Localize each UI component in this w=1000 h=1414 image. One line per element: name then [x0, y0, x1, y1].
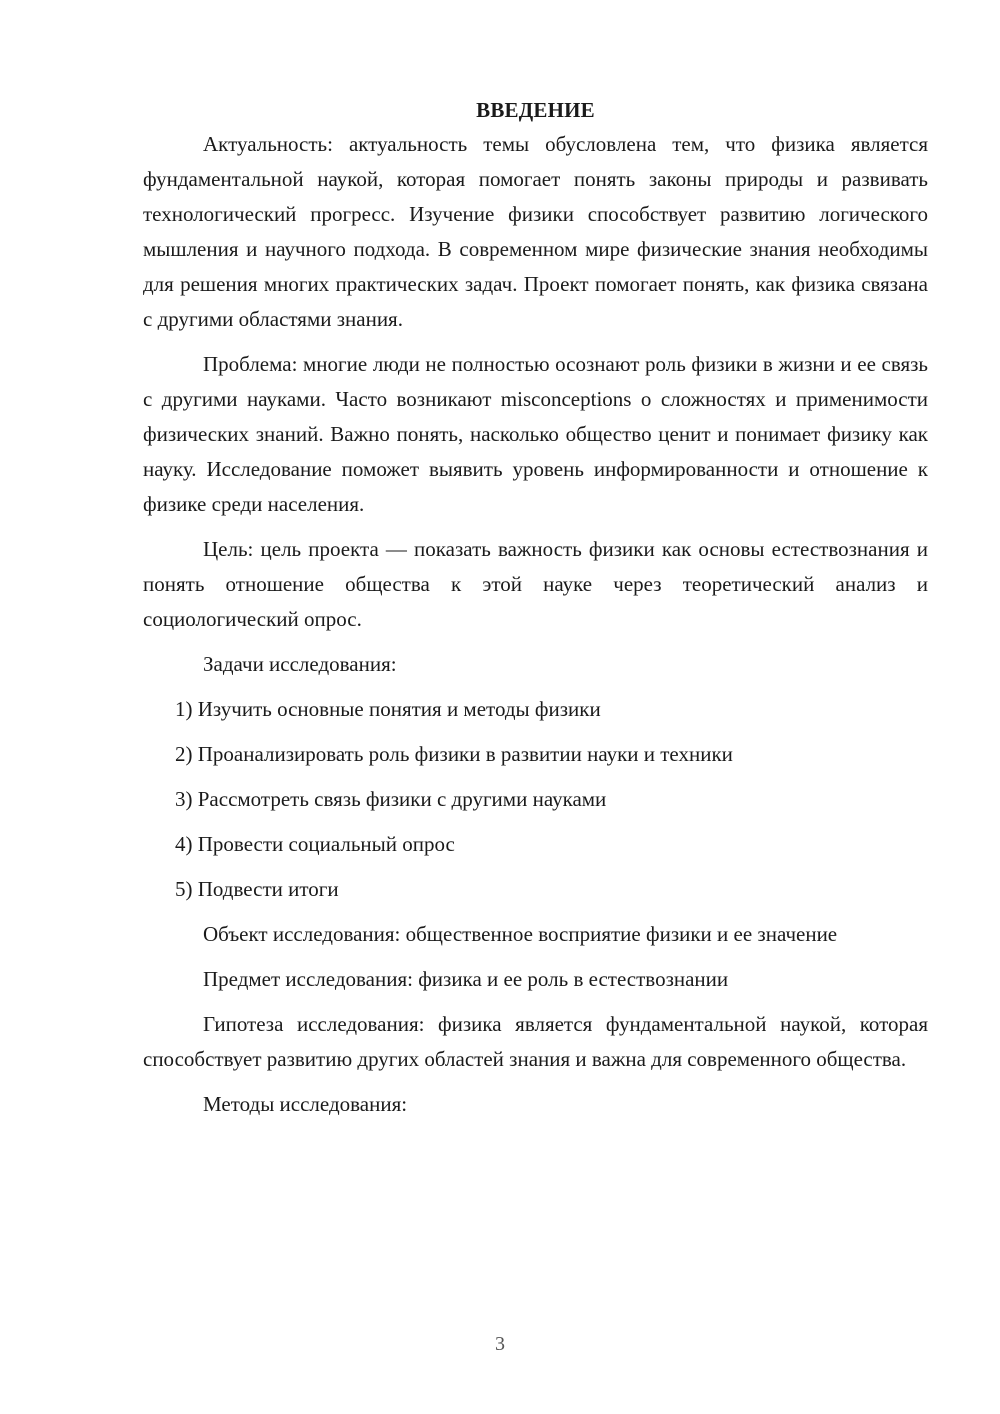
section-heading: ВВЕДЕНИЕ [476, 98, 595, 122]
page-number: 3 [495, 1333, 505, 1355]
task-item: 5) Подвести итоги [175, 877, 339, 901]
task-item: 2) Проанализировать роль физики в развитии науки и техники [175, 742, 733, 766]
task-item: 4) Провести социальный опрос [175, 832, 455, 856]
goal-paragraph: Цель: цель проекта — показать важность физики как основы естествознания и понять отношение общества к этой науке через теоретический анализ и социологический опрос. [143, 537, 928, 631]
tasks-list [143, 692, 928, 907]
methods-title: Методы исследования: [203, 1092, 408, 1116]
tasks-title: Задачи исследования: [203, 652, 397, 676]
task-item: 1) Изучить основные понятия и методы физики [175, 697, 601, 721]
document-page [143, 93, 928, 1132]
relevance-paragraph: Актуальность: актуальность темы обусловлена тем, что физика является фундаментальной наукой, которая помогает понять законы природы и развивать технологический прогресс. Изучение физики способствует развитию логического мышления и научного подхода. В современном мире физические знания необходимы для решения многих практических задач. Проект помогает понять, как физика связана с другими областями знания. [143, 132, 928, 331]
hypothesis-paragraph: Гипотеза исследования: физика является фундаментальной наукой, которая способствует развитию других областей знания и важна для современного общества. [143, 1012, 928, 1071]
problem-paragraph: Проблема: многие люди не полностью осознают роль физики в жизни и ее связь с другими науками. Часто возникают misconceptions о сложностях и применимости физических знаний. Важно понять, насколько общество ценит и понимает физику как науку. Исследование поможет выявить уровень информированности и отношение к физике среди населения. [143, 352, 928, 516]
subject-paragraph: Предмет исследования: физика и ее роль в естествознании [203, 967, 729, 991]
object-paragraph: Объект исследования: общественное восприятие физики и ее значение [203, 922, 838, 946]
task-item: 3) Рассмотреть связь физики с другими науками [175, 787, 607, 811]
